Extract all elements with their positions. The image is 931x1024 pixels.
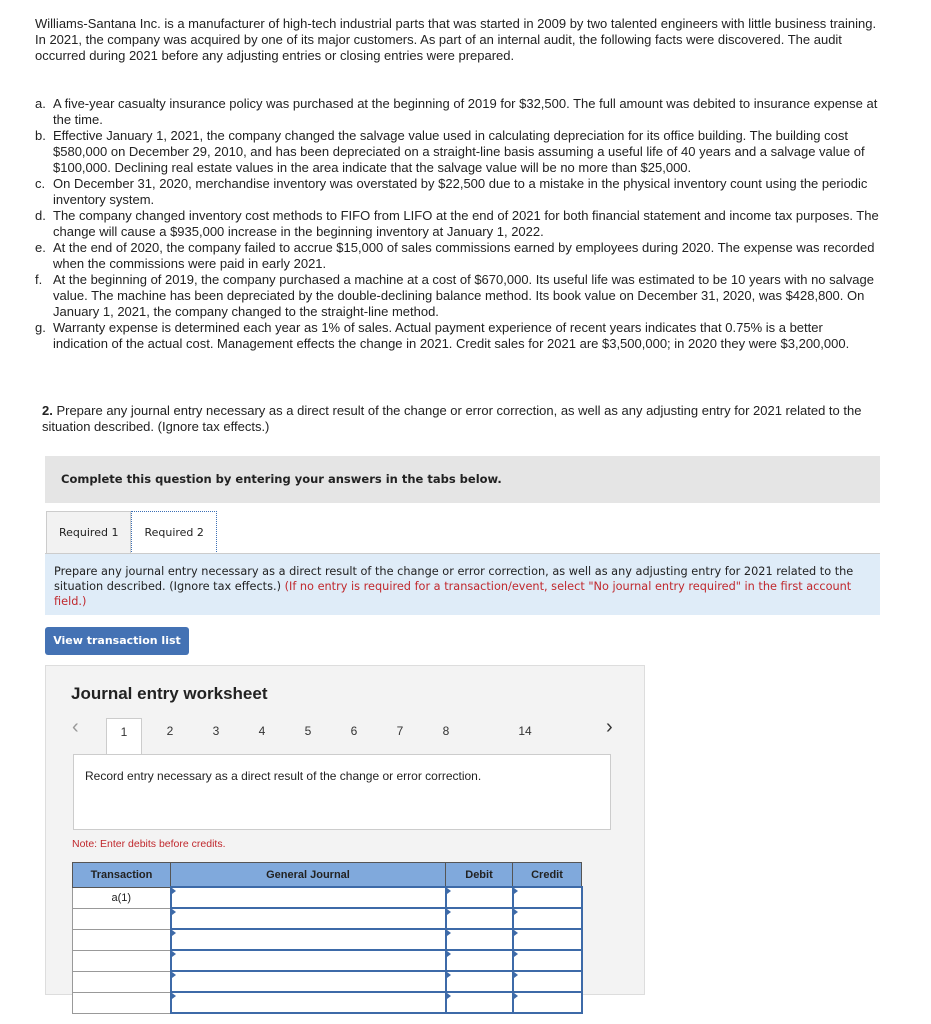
transaction-cell <box>73 950 171 971</box>
chevron-left-icon[interactable]: ‹ <box>72 716 79 738</box>
view-transaction-list-button[interactable]: View transaction list <box>45 627 189 655</box>
instructions: Prepare any journal entry necessary as a direct result of the change or error correction, as well as any adjusting entry for 2021 related to the situation described. (Ignore tax effects.) (If no entry is required for a transaction/event, select "No journal entry required" in the first account field.) <box>45 553 880 615</box>
table-row <box>73 908 582 929</box>
debit-input[interactable] <box>446 992 513 1013</box>
debit-input[interactable] <box>446 971 513 992</box>
fact-letter: d. <box>35 208 46 223</box>
header-transaction: Transaction <box>73 863 171 888</box>
transaction-cell: a(1) <box>73 887 171 908</box>
fact-text: At the end of 2020, the company failed to accrue $15,000 of sales commissions earned by employees during 2020. The expense was recorded when the commissions were paid in early 2021. <box>53 240 875 271</box>
facts-list <box>35 96 880 352</box>
fact-text: Warranty expense is determined each year as 1% of sales. Actual payment experience of recent years indicates that 0.75% is a better indication of the actual cost. Management effects the change in 2021. Credit sales for 2021 are $3,500,000; in 2020 they were $3,200,000. <box>53 320 850 351</box>
fact-letter: c. <box>35 176 46 191</box>
fact-text: On December 31, 2020, merchandise inventory was overstated by $22,500 due to a mistake in the physical inventory count using the periodic inventory system. <box>53 176 868 207</box>
page-tab-4[interactable]: 4 <box>258 724 266 738</box>
fact-text: A five-year casualty insurance policy was purchased at the beginning of 2019 for $32,500. The full amount was debited to insurance expense at the time. <box>53 96 878 127</box>
fact-item <box>35 128 880 176</box>
page-tab-1[interactable]: 1 <box>106 718 142 754</box>
credit-input[interactable] <box>513 950 582 971</box>
complete-banner: Complete this question by entering your answers in the tabs below. <box>45 456 880 503</box>
page-tab-7[interactable]: 7 <box>396 724 404 738</box>
debit-input[interactable] <box>446 929 513 950</box>
account-input[interactable] <box>171 887 446 908</box>
table-row <box>73 992 582 1013</box>
transaction-cell <box>73 971 171 992</box>
fact-item <box>35 176 880 208</box>
note: Note: Enter debits before credits. <box>72 838 226 850</box>
fact-item <box>35 96 880 128</box>
fact-letter: a. <box>35 96 46 111</box>
fact-letter: g. <box>35 320 46 335</box>
page-tab-3[interactable]: 3 <box>212 724 220 738</box>
account-input[interactable] <box>171 992 446 1013</box>
fact-item <box>35 272 880 320</box>
fact-text: Effective January 1, 2021, the company changed the salvage value used in calculating depreciation for its office building. The building cost $580,000 on December 29, 2010, and has been depreciated on a straight-line basis assuming a useful life of 40 years and a salvage value of $100,000. Declining real estate values in the area indicate that the salvage value will be no more than $25,000. <box>53 128 865 175</box>
transaction-cell <box>73 992 171 1013</box>
debit-input[interactable] <box>446 887 513 908</box>
transaction-cell <box>73 929 171 950</box>
worksheet-title: Journal entry worksheet <box>71 684 268 703</box>
credit-input[interactable] <box>513 887 582 908</box>
table-row <box>73 887 582 908</box>
chevron-right-icon[interactable]: › <box>606 716 613 738</box>
question-2: 2. Prepare any journal entry necessary as a direct result of the change or error correction, as well as any adjusting entry for 2021 related to the situation described. (Ignore tax effects.) <box>42 403 862 434</box>
fact-text: The company changed inventory cost methods to FIFO from LIFO at the end of 2021 for both financial statement and income tax purposes. The change will cause a $935,000 increase in the beginning inventory at January 1, 2022. <box>53 208 879 239</box>
fact-text: At the beginning of 2019, the company purchased a machine at a cost of $670,000. Its useful life was estimated to be 10 years with no salvage value. The machine has been depreciated by the double-declining balance method. Its book value on December 31, 2020, was $428,800. On January 1, 2021, the company changed to the straight-line method. <box>53 272 874 319</box>
credit-input[interactable] <box>513 992 582 1013</box>
fact-letter: f. <box>35 272 43 287</box>
problem-intro: Williams-Santana Inc. is a manufacturer of high-tech industrial parts that was started in 2009 by two talented engineers with little business training. In 2021, the company was acquired by one of its major customers. As part of an internal audit, the following facts were discovered. The audit occurred during 2021 before any adjusting entries or closing entries were prepared. <box>35 16 877 63</box>
page-tab-14[interactable]: 14 <box>518 724 532 738</box>
table-row <box>73 929 582 950</box>
credit-input[interactable] <box>513 971 582 992</box>
credit-input[interactable] <box>513 908 582 929</box>
entry-description: Record entry necessary as a direct result of the change or error correction. <box>73 754 611 830</box>
account-input[interactable] <box>171 929 446 950</box>
credit-input[interactable] <box>513 929 582 950</box>
header-debit: Debit <box>446 863 513 888</box>
header-credit: Credit <box>513 863 582 888</box>
page-tab-2[interactable]: 2 <box>166 724 174 738</box>
journal-table <box>72 862 583 1014</box>
page-tab-5[interactable]: 5 <box>304 724 312 738</box>
fact-item <box>35 240 880 272</box>
fact-letter: b. <box>35 128 46 143</box>
debit-input[interactable] <box>446 950 513 971</box>
header-general-journal: General Journal <box>171 863 446 888</box>
fact-item <box>35 320 880 352</box>
account-input[interactable] <box>171 971 446 992</box>
transaction-cell <box>73 908 171 929</box>
fact-letter: e. <box>35 240 46 255</box>
journal-entry-worksheet <box>45 665 645 995</box>
tab-required-1[interactable]: Required 1 <box>46 511 131 554</box>
table-row <box>73 971 582 992</box>
account-input[interactable] <box>171 908 446 929</box>
tab-required-2[interactable]: Required 2 <box>131 511 216 554</box>
page-tab-8[interactable]: 8 <box>442 724 450 738</box>
account-input[interactable] <box>171 950 446 971</box>
debit-input[interactable] <box>446 908 513 929</box>
fact-item <box>35 208 880 240</box>
page-tab-6[interactable]: 6 <box>350 724 358 738</box>
tabs <box>46 511 217 554</box>
table-row <box>73 950 582 971</box>
